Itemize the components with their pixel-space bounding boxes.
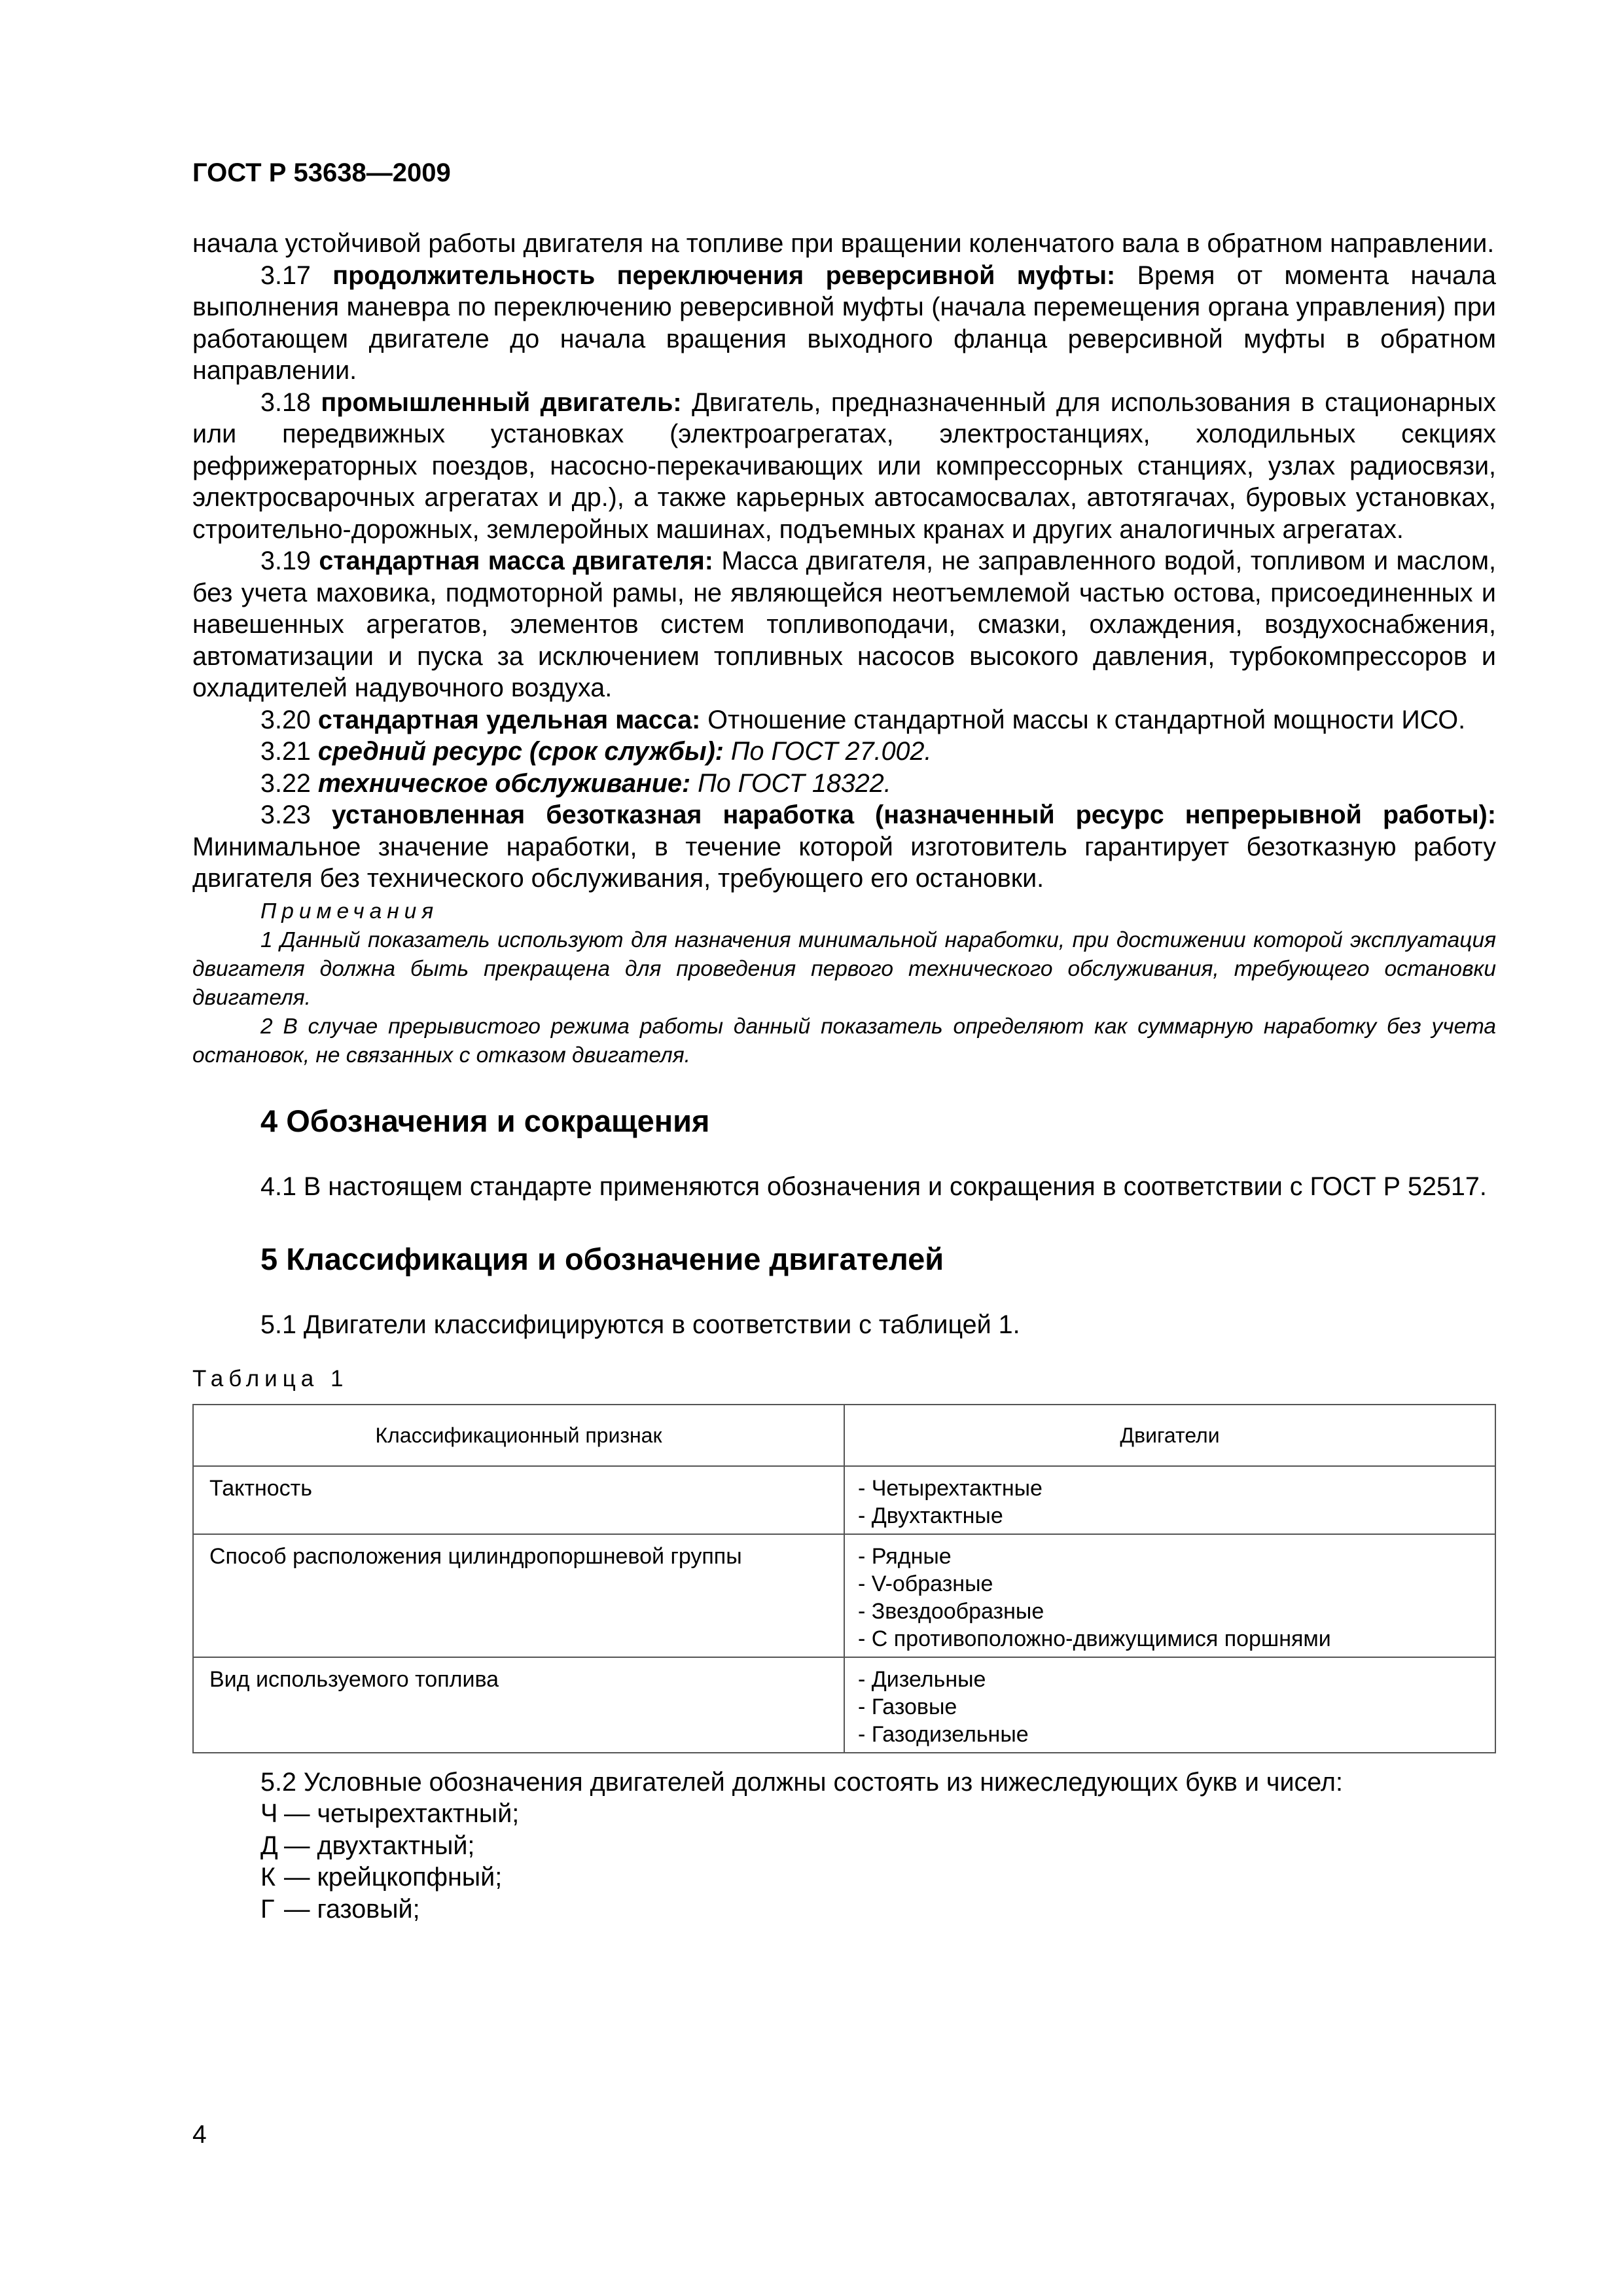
engine-type: - Звездообразные — [858, 1598, 1044, 1624]
paragraph-3-23 — [192, 799, 1496, 895]
engine-type: - Рядные — [858, 1543, 952, 1569]
engine-type: - Газодизельные — [858, 1721, 1029, 1747]
designation-item — [192, 1830, 1496, 1862]
engine-type: - Дизельные — [858, 1666, 986, 1692]
designation-text: — крейцкопфный; — [284, 1863, 503, 1892]
notes-block — [192, 897, 1496, 1070]
designation-letter: Ч — [260, 1799, 278, 1828]
paragraph-3-20 — [192, 704, 1496, 736]
engine-type: - С противоположно-движущимися поршнями — [858, 1626, 1331, 1651]
term: стандартная масса двигателя: — [319, 547, 713, 575]
table-row — [193, 1657, 1495, 1753]
designation-text: — газовый; — [284, 1894, 420, 1924]
designation-item — [192, 1893, 1496, 1926]
term: промышленный двигатель: — [321, 387, 682, 417]
engine-type: - V-образные — [858, 1571, 993, 1596]
document-body — [192, 228, 1496, 1925]
designation-letter: Г — [260, 1894, 275, 1924]
clause-number: 3.17 — [260, 260, 311, 290]
clause-number: 3.19 — [260, 547, 311, 575]
definition: Отношение стандартной массы к стандартной мощности ИСО. — [700, 705, 1466, 734]
designation-text: — двухтактный; — [284, 1831, 475, 1860]
table-cell-feature: Способ расположения цилиндропоршневой группы — [193, 1534, 844, 1657]
paragraph-4-1: 4.1 В настоящем стандарте применяются обозначения и сокращения в соответствии с ГОСТ Р 52517. — [260, 1172, 1487, 1201]
table-row — [193, 1466, 1495, 1534]
term: продолжительность переключения реверсивной муфты: — [332, 260, 1116, 290]
clause-number: 3.18 — [260, 387, 311, 417]
paragraph-5-1: 5.1 Двигатели классифицируются в соответствии с таблицей 1. — [260, 1310, 1020, 1339]
paragraph-3-16-continuation: начала устойчивой работы двигателя на топливе при вращении коленчатого вала в обратном направлении. — [192, 229, 1495, 258]
term: стандартная удельная масса: — [317, 705, 701, 734]
table-cell-types — [844, 1657, 1495, 1753]
engine-type: - Двухтактные — [858, 1503, 1003, 1528]
engine-type: - Газовые — [858, 1694, 957, 1719]
clause-number: 3.21 — [260, 737, 311, 766]
table-row — [193, 1534, 1495, 1657]
table-caption: Таблица 1 — [192, 1365, 349, 1391]
table-header-cell: Классификационный признак — [193, 1405, 844, 1466]
clause-number: 3.23 — [260, 800, 311, 829]
note-2: 2 В случае прерывистого режима работы данный показатель определяют как суммарную наработку без учета остановок, не связанных с отказом двигателя. — [192, 1014, 1496, 1067]
definition: Масса двигателя, не заправленного водой, топливом и маслом, без учета маховика, подмоторной рамы, не являющейся неотъемлемой частью остова, присоединенных и навешенных агрегатов, элементов систем топливоподачи, смазки, охлаждения, воздухоснабжения, автоматизации и пуска за исключением топливных насосов высокого давления, турбокомпрессоров и охладителей надувочного воздуха. — [192, 547, 1496, 702]
term: техническое обслуживание: — [317, 768, 691, 798]
term: средний ресурс (срок службы): — [317, 737, 724, 766]
section-4-heading: 4 Обозначения и сокращения — [260, 1103, 710, 1138]
definition: Двигатель, предназначенный для использования в стационарных или передвижных установках (электроагрегатах, электростанциях, холодильных секциях рефрижераторных поездов, насосно-перекачивающих или компрессорных станциях, узлах радиосвязи, электросварочных агрегатах и др.), а также карьерных автосамосвалах, автотягачах, буровых установках, строительно-дорожных, землеройных машинах, подъемных кранах и других аналогичных агрегатах. — [192, 387, 1496, 544]
paragraph-3-22 — [192, 768, 1496, 800]
table-header-row — [193, 1405, 1495, 1466]
clause-number: 3.22 — [260, 768, 311, 798]
note-1: 1 Данный показатель используют для назначения минимальной наработки, при достижении которой эксплуатация двигателя должна быть прекращена для проведения первого технического обслуживания, требующего остановки двигателя. — [192, 927, 1496, 1010]
designation-text: — четырехтактный; — [284, 1799, 520, 1828]
designation-item — [192, 1798, 1496, 1830]
section-5-heading: 5 Классификация и обозначение двигателей — [260, 1241, 944, 1276]
page-number: 4 — [192, 2121, 207, 2149]
clause-number: 3.20 — [260, 705, 311, 734]
definition: По ГОСТ 27.002. — [723, 737, 932, 766]
definition: По ГОСТ 18322. — [690, 768, 891, 798]
paragraph-3-21 — [192, 736, 1496, 768]
designation-letter: Д — [260, 1831, 278, 1860]
engine-type: - Четырехтактные — [858, 1475, 1043, 1501]
paragraph-3-18 — [192, 387, 1496, 546]
table-cell-types — [844, 1534, 1495, 1657]
paragraph-3-19 — [192, 545, 1496, 704]
table-cell-feature: Тактность — [193, 1466, 844, 1534]
definition: Время от момента начала выполнения маневра по переключению реверсивной муфты (начала перемещения органа управления) при работающем двигателе до начала вращения выходного фланца реверсивной муфты в обратном направлении. — [192, 260, 1497, 385]
document-header: ГОСТ Р 53638—2009 — [192, 158, 451, 187]
classification-table — [192, 1404, 1496, 1753]
designation-letter: К — [260, 1863, 276, 1892]
paragraph-3-17 — [192, 260, 1496, 387]
paragraph-5-2: 5.2 Условные обозначения двигателей должны состоять из нижеследующих букв и чисел: — [260, 1767, 1343, 1797]
designation-item — [192, 1861, 1496, 1893]
definition: Минимальное значение наработки, в течение которой изготовитель гарантирует безотказную работу двигателя без технического обслуживания, требующего его остановки. — [192, 832, 1496, 893]
table-cell-types — [844, 1466, 1495, 1534]
term: установленная безотказная наработка (назначенный ресурс непрерывной работы): — [331, 800, 1496, 829]
notes-title: Примечания — [260, 899, 439, 924]
table-header-cell: Двигатели — [844, 1405, 1495, 1466]
table-cell-feature: Вид используемого топлива — [193, 1657, 844, 1753]
